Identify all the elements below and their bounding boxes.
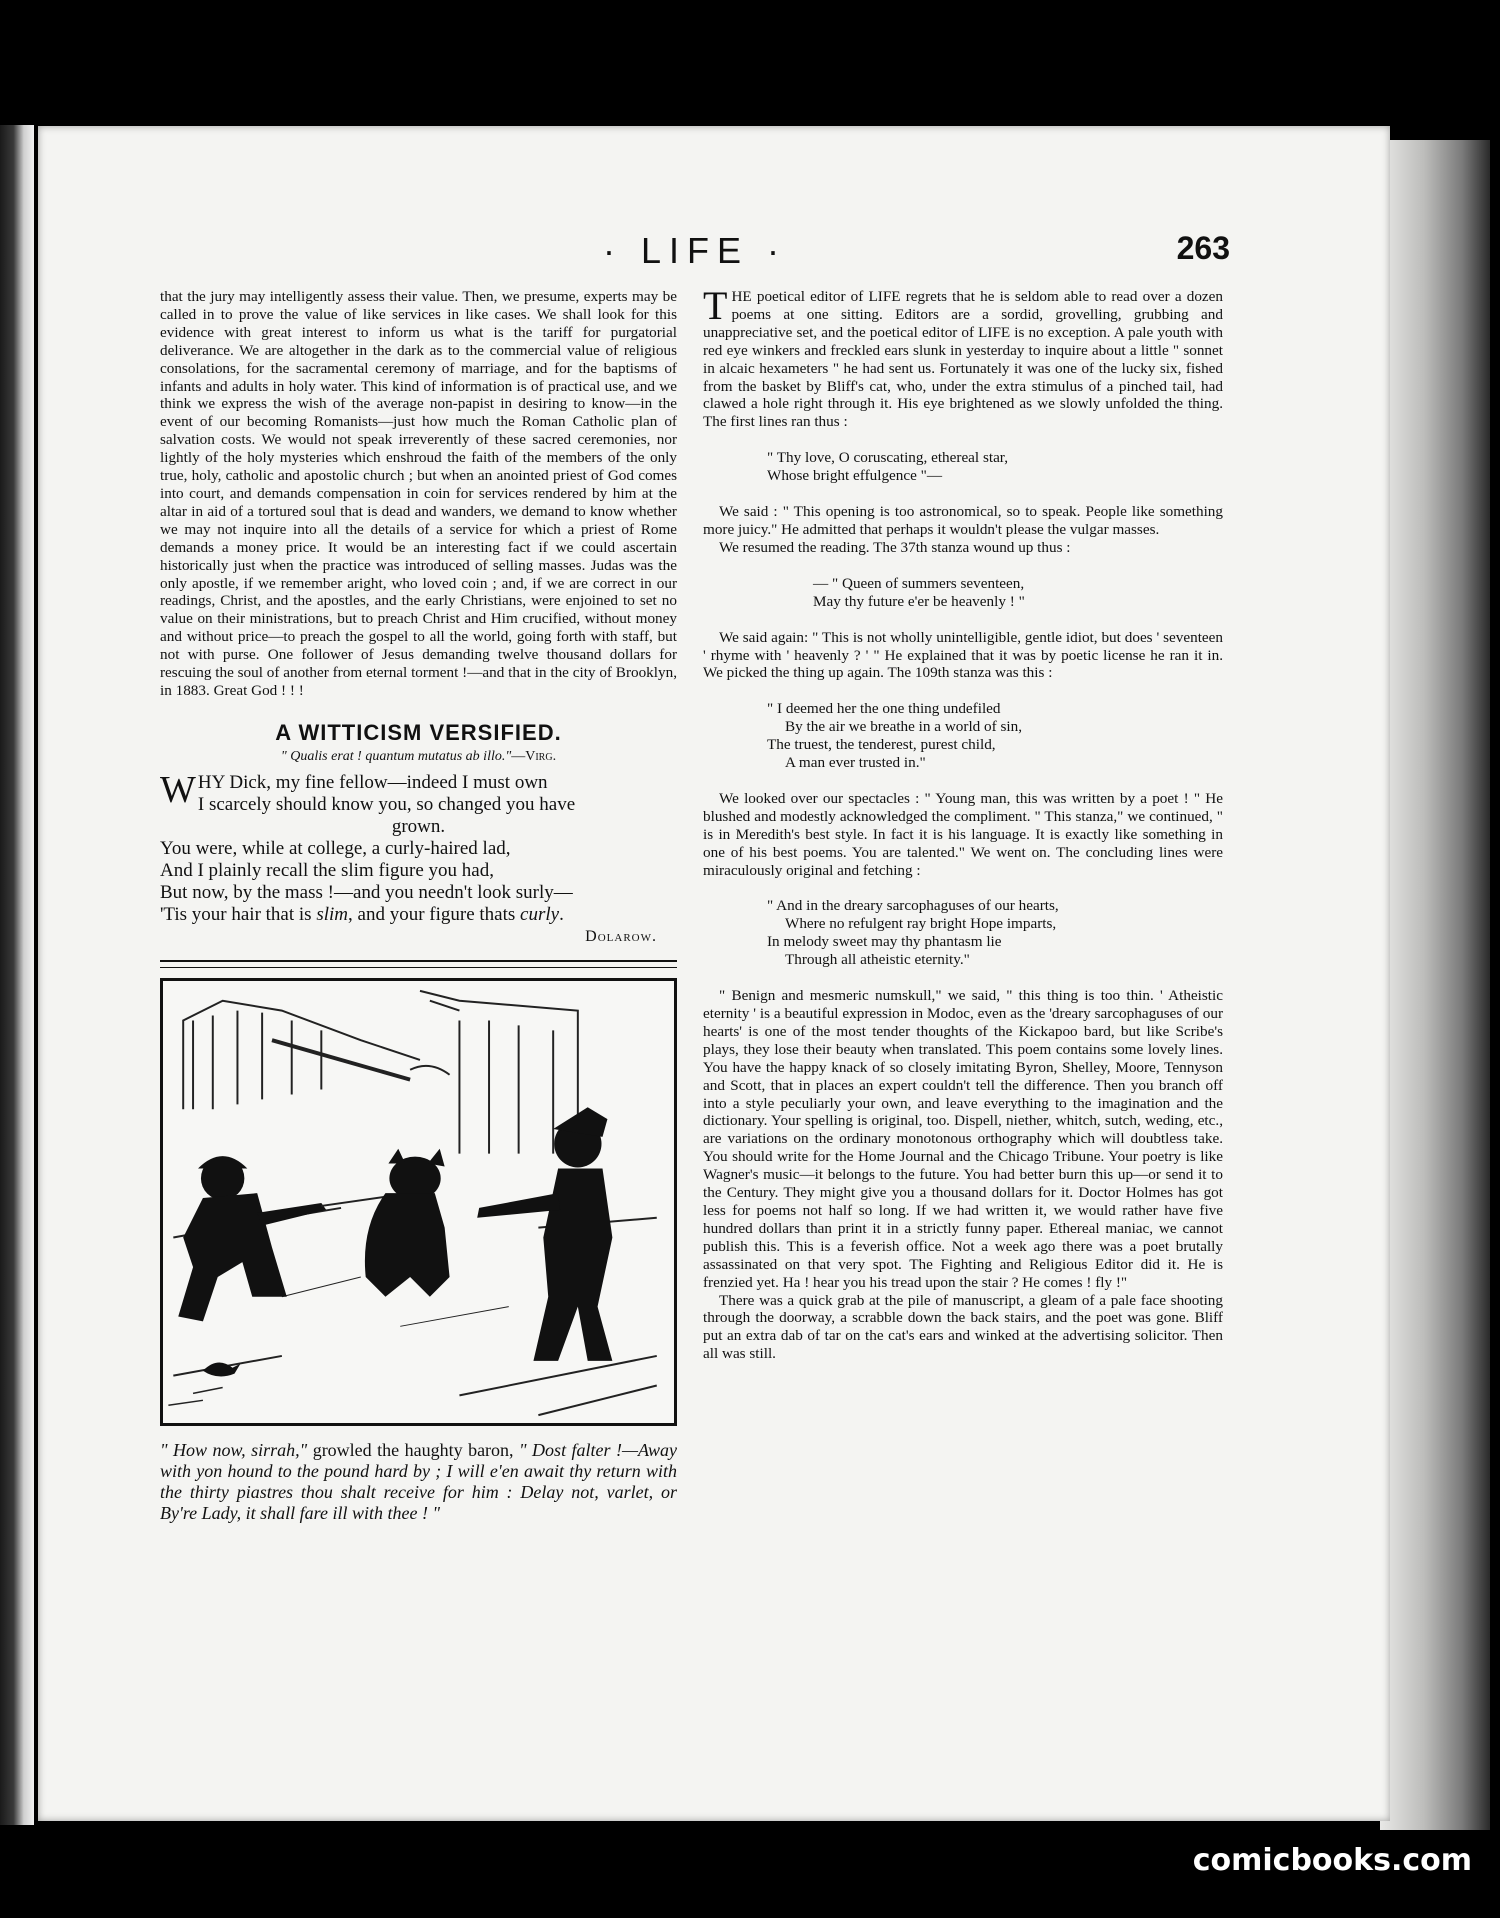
- poem-line-6: But now, by the mass !—and you needn't look surly—: [160, 881, 573, 903]
- caption-opening: " How now, sirrah,": [160, 1439, 308, 1460]
- editorial-text: that the jury may intelligently assess their value. Then, we presume, experts may be called in to prove the value of like services in like cases. We shall look for this evidence with great interest to inform us what is the tariff for purgatorial deliverance. We are altogether in the dark as to the commercial value of religious consolations, for the sacramental ceremony of marriage, and for the baptisms of infants and adults in holy water. This kind of information is of practical use, and we think we express the wish of the average non-papist in desiring to know—in the event of our becoming Romanists—just how much the Roman Catholic plan of salvation costs. We would not speak irreverently of these sacred ceremonies, nor lightly of the holy mysteries which enshroud the faith of the members of the only true, holy, catholic and apostolic church ; but when an anointed priest of God comes into court, and demands compensation in coin for services rendered by him at the altar in aid of a tortured soul that is dead and wanders, we demand to know whether we may not inquire into all the details of a service for which a priest of Rome demands a money price. It would be an interesting fact if we could ascertain historically just when the practice was introduced of selling masses. Judas was the only apostle, if we remember aright, who loved coin ; and, if we are correct in our readings, Christ, and the apostles, and the early Christians, were enjoined to set no value on their ministrations, but to preach Christ and Him crucified, without money and without price—to preach the gospel to all the world, going forth with staff, but not with purse. One follower of Jesus demanding twelve thousand dollars for rescuing the soul of another from eternal torment !—and that in the city of Brooklyn, in 1883. Great God ! ! !: [160, 288, 677, 699]
- right-column: [703, 283, 1223, 1363]
- poem-line-2: I scarcely should know you, so changed you have: [197, 793, 576, 815]
- poem-dropcap: W: [160, 768, 196, 811]
- cartoon-illustration: [160, 978, 677, 1426]
- poem-line-5: And I plainly recall the slim figure you had,: [160, 859, 494, 881]
- article-paragraph-7: There was a quick grab at the pile of manuscript, a gleam of a pale face shooting through the doorway, a scrabble down the back stairs, and the poet was gone. Bliff put an extra dab of tar on the cat's ears and winked at the advertising solicitor. Then all was still.: [703, 1291, 1223, 1363]
- silhouette-dog: [365, 1148, 450, 1296]
- article-dropcap: T: [703, 283, 728, 328]
- left-column: [160, 288, 677, 1524]
- silhouette-boy-left: [178, 1156, 326, 1321]
- article-paragraph-4: We said again: " This is not wholly unintelligible, gentle idiot, but does ' seventeen ' rhyme with ' heavenly ? ' " He explained that it was by poetic license he ran it in. We picked the thing up again. The 109th stanza was this :: [703, 628, 1223, 682]
- article-intro: THE poetical editor of LIFE regrets that he is seldom able to read over a dozen poems at one sitting. Editors are a sordid, grovelling, grubbing and unappreciative set, and the poetical editor of LIFE is no exception. A pale youth with red eye winkers and freckled ears slunk in yesterday to inquire about a little " sonnet in alcaic hexameters " he had sent us. Fortunately it was one of the lucky six, fished from the basket by Bliff's cat, who, under the extra stimulus of a pinched tail, had clawed a hole right through it. His eye brightened as we slowly unfolded the thing. The first lines ran thus :: [703, 283, 1223, 431]
- caption-narration: growled the haughty baron,: [307, 1439, 520, 1460]
- scan-binding-edge: [0, 125, 34, 1825]
- epigraph-latin: " Qualis erat ! quantum mutatus ab illo.": [280, 748, 512, 764]
- quoted-verse-3: " I deemed her the one thing undefiled By the air we breathe in a world of sin, The truest, the tenderest, purest child, A man ever trusted in.": [767, 700, 1023, 772]
- article-paragraph-6: " Benign and mesmeric numskull," we said, " this thing is too thin. ' Atheistic eternity ' is a beautiful expression in Modoc, even as the 'dreary sarcophaguses of our hearts' is one of the most tender thoughts of the Kickapoo bard, but like Scribe's plays, they lose their beauty when translated. This poem contains some lovely lines. You have the happy knack of so closely imitating Byron, Shelley, Moore, Tennyson and Scott, that in places an expert couldn't tell the difference. Then you branch off into a style peculiarly your own, and leave everything to the imagination and the dictionary. Your spelling is original, too. Dispell, niether, whitch, sutch, weding, etc., are variations on the ordinary monotonous orthography which will doubtless take. You should write for the Home Journal and the Chicago Tribune. Your poetry is like Wagner's music—it belongs to the future. You had better burn this up—or send it to the Century. They might give you a thousand dollars for it. Doctor Holmes has got less for poems not half so long. If we had written it, we would rather have five hundred dollars than print it in a strictly funny paper. Ethereal maniac, we cannot publish this. This is a feverish office. Not a week ago there was a poet brutally assassinated on that very spot. The Fighting and Religious Editor did it. He is frenzied yet. Ha ! hear you his tread upon the stair ? He comes ! fly !": [703, 987, 1223, 1291]
- article-paragraph-5: We looked over our spectacles : " Young man, this was written by a poet ! " He blushed and modestly acknowledged the compliment. " This stanza," we continued, " is in Meredith's best style. In fact it is his language. It is exactly like something in one of his best poems. You are talented." We went on. The concluding lines were miraculously original and fetching :: [703, 789, 1223, 879]
- page-header: [160, 226, 1230, 276]
- poem-body: [160, 768, 677, 926]
- poem-line-7: 'Tis your hair that is slim, and your figure thats curly.: [160, 903, 564, 925]
- masthead: · LIFE ·: [602, 230, 787, 271]
- epigraph-source: —Virg.: [511, 748, 557, 764]
- cartoon-drawing: [163, 981, 674, 1423]
- article-paragraph-3: We resumed the reading. The 37th stanza wound up thus :: [719, 538, 1071, 556]
- quoted-verse-2: — " Queen of summers seventeen, May thy future e'er be heavenly ! ": [813, 574, 1025, 610]
- poem-epigraph: [160, 748, 677, 766]
- poem-line-3: grown.: [391, 815, 446, 837]
- quoted-verse-4: " And in the dreary sarcophaguses of our hearts, Where no refulgent ray bright Hope imparts, In melody sweet may thy phantasm lie Through all atheistic eternity.": [767, 897, 1059, 969]
- article-paragraph-2: We said : " This opening is too astronomical, so to speak. People like something more juicy." He admitted that perhaps it wouldn't please the vulgar masses.: [703, 503, 1223, 538]
- poem-line-1: WHY Dick, my fine fellow—indeed I must own: [160, 768, 548, 811]
- page-stack-edge: [1380, 140, 1490, 1830]
- poem-title: A WITTICISM VERSIFIED.: [275, 719, 562, 745]
- silhouette-boy-right: [477, 1107, 612, 1361]
- quoted-verse-1: " Thy love, O coruscating, ethereal star, Whose bright effulgence "—: [767, 449, 1009, 485]
- section-rule: [160, 960, 677, 968]
- caption-speech: " Dost falter !—Away with yon hound to the pound hard by ; I will e'en await thy return with the thirty piastres thou shalt receive for him : Delay not, varlet, or By're Lady, it shall fare ill with thee ! ": [160, 1439, 677, 1523]
- site-watermark: comicbooks.com: [1192, 1843, 1472, 1878]
- poem-line-4: You were, while at college, a curly-haired lad,: [160, 837, 511, 859]
- cartoon-caption: [160, 1440, 677, 1524]
- page-number: 263: [1176, 230, 1230, 266]
- poem-signature: Dolarow.: [585, 927, 657, 945]
